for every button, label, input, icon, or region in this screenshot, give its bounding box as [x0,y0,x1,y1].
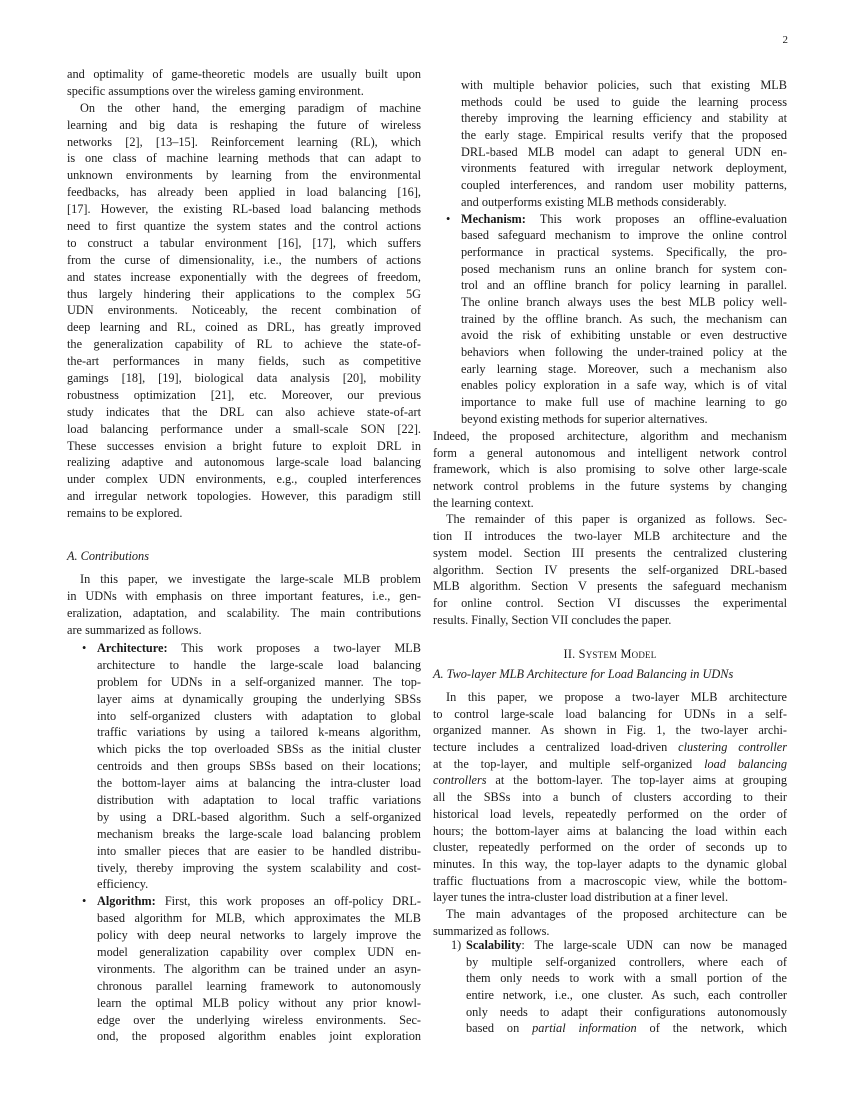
line-text: into self-organized clusters with adaptation to global [97,708,421,723]
line-text: chronous parallel learning framework to autonomously [97,978,421,993]
line-text: hours; the bottom-layer aims at balancing the load within each [433,823,787,838]
line-text: minutes. In this way, the top-layer adapts to the dynamic global [433,856,787,871]
line-text: based algorithm for MLB, which approximates the MLB [97,911,421,926]
paragraph [67,571,421,639]
text-line [433,706,787,723]
text-line [466,1004,787,1021]
text-line [461,411,787,428]
contributions-list [82,640,421,1045]
text-line [67,336,421,353]
line-text: importance to make full use of machine learning to go [461,395,787,410]
line-text: and optimality of game-theoretic models are usually built upon [67,67,421,81]
line-text: ond, the proposed algorithm enables joint exploration [97,1029,421,1044]
text-line [67,269,421,286]
line-text: traffic variations by using a tailored k-means algorithm, [97,725,421,740]
text-line [461,311,787,328]
text-line [97,674,421,691]
text-line [67,421,421,438]
text-line [461,227,787,244]
line-text: mechanism breaks the large-scale load balancing problem [97,826,421,841]
text-line [82,893,421,910]
line-text: DRL-based MLB model can adapt to general UDN en- [461,144,787,159]
line-text: In this paper, we investigate the large-scale MLB problem [80,572,421,586]
text-line [433,789,787,806]
line-text: algorithm. Section IV presents the self-organized DRL-based [433,562,787,577]
line-text: UDN environments. Noticeably, the recent combination of [67,303,421,318]
text-line [97,691,421,708]
line-text: thereby improving the learning efficiency and stability at [461,111,787,126]
text-line [433,739,787,756]
list-marker: • [82,641,87,655]
text-line [67,505,421,522]
page-number: 2 [782,34,788,46]
text-line [433,478,787,495]
line-text: layer tunes the intra-cluster load distribution at a finer level. [433,890,729,905]
text-line [466,1020,787,1037]
line-text: beyond existing methods for superior alternatives. [461,411,708,426]
line-text: are summarized as follows. [67,622,202,637]
line-text: with multiple behavior policies, such that existing MLB [461,78,787,92]
text-line [433,873,787,890]
text-line [67,218,421,235]
line-text: framework, which is also promising to solve other large-scale [433,462,787,477]
text-line [433,428,787,445]
bullet-mechanism [446,211,787,428]
line-text: the bottom-layer aims at balancing the intra-cluster load [97,776,421,791]
line-text: robustness optimization [21], etc. Moreover, our previous [67,387,421,402]
text-line [67,438,421,455]
text-line [433,545,787,562]
text-line [461,177,787,194]
text-line [461,160,787,177]
line-text: problem for UDNs in a self-organized manner. The top- [97,674,421,689]
text-line [67,404,421,421]
line-text: from the curse of dimensionality, i.e., the numbers of actions [67,252,421,267]
line-text: thus largely hindering their applications to the complex 5G [67,286,421,301]
line-text: network control problems in the future systems by changing [433,479,787,494]
text-line [461,94,787,111]
text-line [67,302,421,319]
text-line [97,927,421,944]
line-text: which picks the top overloaded SBSs as the initial cluster [97,742,421,757]
line-text: Indeed, the proposed architecture, algorithm and mechanism [433,429,787,443]
text-line [461,377,787,394]
text-line [433,578,787,595]
line-text: gamings [18], [19], biological data analysis [20], mobility [67,371,421,386]
line-text: vironments featured with irregular network deployment, [461,161,787,176]
line-text: On the other hand, the emerging paradigm of machine [80,100,421,115]
line-text: The online branch always uses the best MLB policy well- [461,294,787,309]
text-line [461,110,787,127]
bold-lead: Algorithm: [97,894,156,909]
line-text: efficiency. [97,877,149,892]
text-line [97,657,421,674]
line-text: the learning context. [433,495,534,510]
text-line [433,689,787,706]
text-line [97,995,421,1012]
text-line [461,394,787,411]
text-line [97,792,421,809]
line-text: behaviors when following the under-trained policy at the [461,345,787,359]
section-heading-system-model: II. System Model [563,647,657,661]
text-line [82,640,421,657]
line-text: specific assumptions over the wireless gaming environment. [67,83,364,98]
text-line [433,823,787,840]
text-line [433,856,787,873]
text-line [433,772,787,789]
line-text: [17]. However, the existing RL-based load balancing methods [67,202,421,217]
line-text: system model. Section III presents the centralized clustering [433,545,787,560]
text-line [461,144,787,161]
text-line [67,622,421,639]
line-text: The remainder of this paper is organized as follows. Sec- [446,512,787,527]
intro-continuation [67,66,421,522]
text-line [451,937,787,954]
line-text: by using a DRL-based algorithm. Such a self-organized [97,809,421,824]
line-text: This work proposes an offline-evaluation [525,211,787,226]
paragraph [67,66,421,100]
text-line [466,970,787,987]
line-text: all the SBSs into a bunch of clusters according to their [433,790,787,805]
text-line [67,387,421,404]
line-text: based safeguard mechanism to improve the online control [461,228,787,243]
line-text: results. Finally, Section VII concludes the paper. [433,612,672,627]
line-text: in UDNs with emphasis on three important features, i.e., gen- [67,588,421,603]
text-line [433,562,787,579]
text-line [461,261,787,278]
bold-lead: Scalability [466,938,522,952]
text-line [97,775,421,792]
line-text: tively, thereby improving the system scalability and cost- [97,860,421,875]
line-text: based on [466,1021,533,1036]
text-line [67,83,421,100]
line-text: under complex UDN environments, e.g., coupled interferences [67,472,421,487]
text-line [97,1012,421,1029]
line-text: coupled interferences, and random user mobility patterns, [461,178,787,193]
line-text: trained by the offline branch. As such, the mechanism can [461,311,787,326]
text-line [67,235,421,252]
line-text: posed mechanism runs an online branch for system con- [461,261,787,276]
line-text: deep learning and RL, coined as DRL, has greatly improved [67,320,421,335]
paragraph [67,100,421,522]
line-text: organized manner. As shown in Fig. 1, the two-layer archi- [433,723,787,738]
line-text: architecture to handle the large-scale load balancing [97,657,421,672]
line-text: by multiple self-organized controllers, where each of [466,954,787,969]
text-line [97,961,421,978]
text-line [466,954,787,971]
line-text: the early stage. Empirical results verify that the proposed [461,128,787,143]
line-text: avoid the risk of exhibiting unstable or even destructive [461,328,787,343]
text-line [461,77,787,94]
text-line [461,361,787,378]
bullet-algorithm [82,893,421,1045]
contributions-list-continued [446,77,787,427]
line-text: learn the optimal MLB policy without any prior knowl- [97,995,421,1010]
text-line [67,117,421,134]
line-text: performance in practical systems. Specifically, the pro- [461,244,787,259]
line-text: vironments. The algorithm can be trained under an asyn- [97,961,421,976]
emphasis-text: clustering controller [678,740,787,755]
text-line [67,201,421,218]
emphasis-text: partial information [532,1021,637,1036]
line-text: of the network, which [636,1021,787,1036]
line-text: at the bottom-layer. The top-layer aims at grouping [486,773,787,788]
line-text: policy with deep neural networks to largely improve the [97,928,421,943]
line-text: In this paper, we propose a two-layer MLB architecture [446,690,787,704]
list-item-scalability [451,937,787,1037]
text-line [433,889,787,906]
line-text: eralization, adaptation, and scalability. The main contributions [67,605,421,620]
text-line [461,244,787,261]
line-text: the-art performances in many fields, such as competitive [67,354,421,369]
text-line [67,100,421,117]
bullet-algorithm-continued [461,77,787,211]
line-text: : The large-scale UDN can now be managed [521,938,787,952]
line-text: need to first quantize the system states and the control actions [67,219,421,234]
text-line [67,286,421,303]
text-line [67,454,421,471]
emphasis-text: controllers [433,773,487,788]
text-line [97,843,421,860]
line-text: The main advantages of the proposed architecture can be [446,906,787,921]
line-text: methods could be used to guide the learning process [461,94,787,109]
line-text: and outperforms existing MLB methods considerably. [461,194,727,209]
text-line [67,252,421,269]
line-text: networks [2], [13–15]. Reinforcement learning (RL), which [67,134,421,149]
text-line [433,612,787,629]
line-text: learning and big data is reshaping the future of wireless [67,117,421,132]
line-text: realizing adaptive and autonomous large-scale load balancing [67,455,421,470]
line-text: the generalization capability of RL to achieve the state-of- [67,337,421,352]
text-line [67,370,421,387]
list-marker: 1) [451,938,462,952]
text-line [67,588,421,605]
line-text: them only needs to work with a small portion of the [466,971,787,986]
line-text: early learning stage. Moreover, such a mechanism also [461,361,787,376]
bullet-architecture [82,640,421,893]
text-line [461,344,787,361]
line-text: only needs to adapt their configurations autonomously [466,1004,787,1019]
list-marker: • [82,894,87,909]
line-text: trol and an offline branch for policy learning in parallel. [461,278,787,293]
text-line [433,511,787,528]
line-text: historical load levels, repeatedly performed on the order of [433,806,787,821]
line-text: for online control. Section VI discusses the experimental [433,595,787,610]
text-line [67,150,421,167]
text-line [97,809,421,826]
line-text: remains to be explored. [67,506,183,521]
text-line [433,461,787,478]
text-line [97,826,421,843]
text-line [67,167,421,184]
text-line [433,722,787,739]
text-line [67,134,421,151]
line-text: distribution with adaptation to local traffic variations [97,793,421,808]
text-line [67,605,421,622]
text-line [97,724,421,741]
paragraph [433,906,787,939]
bold-lead: Architecture: [97,641,168,655]
text-line [67,319,421,336]
text-line [433,495,787,512]
line-text: This work proposes a two-layer MLB [167,641,421,655]
line-text: First, this work proposes an off-policy DRL- [155,894,421,909]
text-line [97,860,421,877]
text-line [461,127,787,144]
line-text: entire network, i.e., one cluster. As such, each controller [466,988,787,1003]
paragraph [433,428,787,511]
subsection-heading-two-layer: A. Two-layer MLB Architecture for Load Balancing in UDNs [433,667,734,681]
line-text: centroids and then groups SBSs based on their locations; [97,759,421,774]
text-line [433,839,787,856]
text-line [461,294,787,311]
text-line [433,445,787,462]
line-text: into smaller pieces that are easier to be handled distribu- [97,843,421,858]
text-line [67,184,421,201]
line-text: edge over the underlying wireless environments. Sec- [97,1012,421,1027]
system-model-text [433,689,787,939]
line-text: traffic fluctuations from a macroscopic view, while the bottom- [433,873,787,888]
text-line [461,327,787,344]
line-text: is one class of machine learning methods that can adapt to [67,151,421,166]
text-line [67,66,421,83]
text-line [97,708,421,725]
line-text: These successes envision a bright future to exploit DRL in [67,438,421,453]
text-line [97,1028,421,1045]
text-line [433,528,787,545]
text-line [67,571,421,588]
line-text: to control large-scale load balancing for UDNs in a self- [433,706,787,721]
line-text: tecture includes a centralized load-driven [433,740,679,755]
text-line [67,353,421,370]
bold-lead: Mechanism: [461,211,526,226]
text-line [433,756,787,773]
line-text: feedbacks, has already been applied in load balancing [16], [67,185,421,200]
line-text: study indicates that the DRL can also achieve state-of-art [67,404,421,419]
text-line [97,741,421,758]
text-line [466,987,787,1004]
line-text: cluster, repeatedly performed on the order of seconds up to [433,840,787,855]
paragraph [433,511,787,628]
text-line [461,277,787,294]
line-text: and irregular network topologies. However, this paradigm still [67,489,421,504]
text-line [97,758,421,775]
text-line [97,876,421,893]
paragraph [433,689,787,906]
line-text: layer aims at dynamically grouping the underlying SBSs [97,691,421,706]
text-line [97,978,421,995]
closing-paragraphs [433,428,787,628]
line-text: model generalization capability over complex UDN en- [97,945,421,960]
text-line [67,471,421,488]
advantages-list [451,937,787,1037]
line-text: load balancing performance under a small-scale SON [22]. [67,421,421,436]
line-text: and states increase exponentially with the degrees of freedom, [67,269,421,284]
text-line [461,194,787,211]
text-line [433,806,787,823]
line-text: tion II introduces the two-layer MLB architecture and the [433,529,787,544]
text-line [67,488,421,505]
list-marker: • [446,211,451,226]
emphasis-text: load balancing [704,756,787,771]
line-text: unknown environments by learning from the environmental [67,168,421,183]
line-text: form a general autonomous and intelligent network control [433,445,787,460]
text-line [97,910,421,927]
text-line [433,906,787,923]
line-text: MLB algorithm. Section V presents the safeguard mechanism [433,579,787,594]
line-text: at the top-layer, and multiple self-organized [433,756,705,771]
text-line [97,944,421,961]
text-line [433,595,787,612]
subsection-heading-contributions: A. Contributions [67,549,149,563]
line-text: enables policy exploration in a safe way, which is of vital [461,378,787,393]
text-line [446,211,787,228]
line-text: summarized as follows. [433,923,550,938]
line-text: to construct a tabular environment [16], [17], which suffers [67,235,421,250]
